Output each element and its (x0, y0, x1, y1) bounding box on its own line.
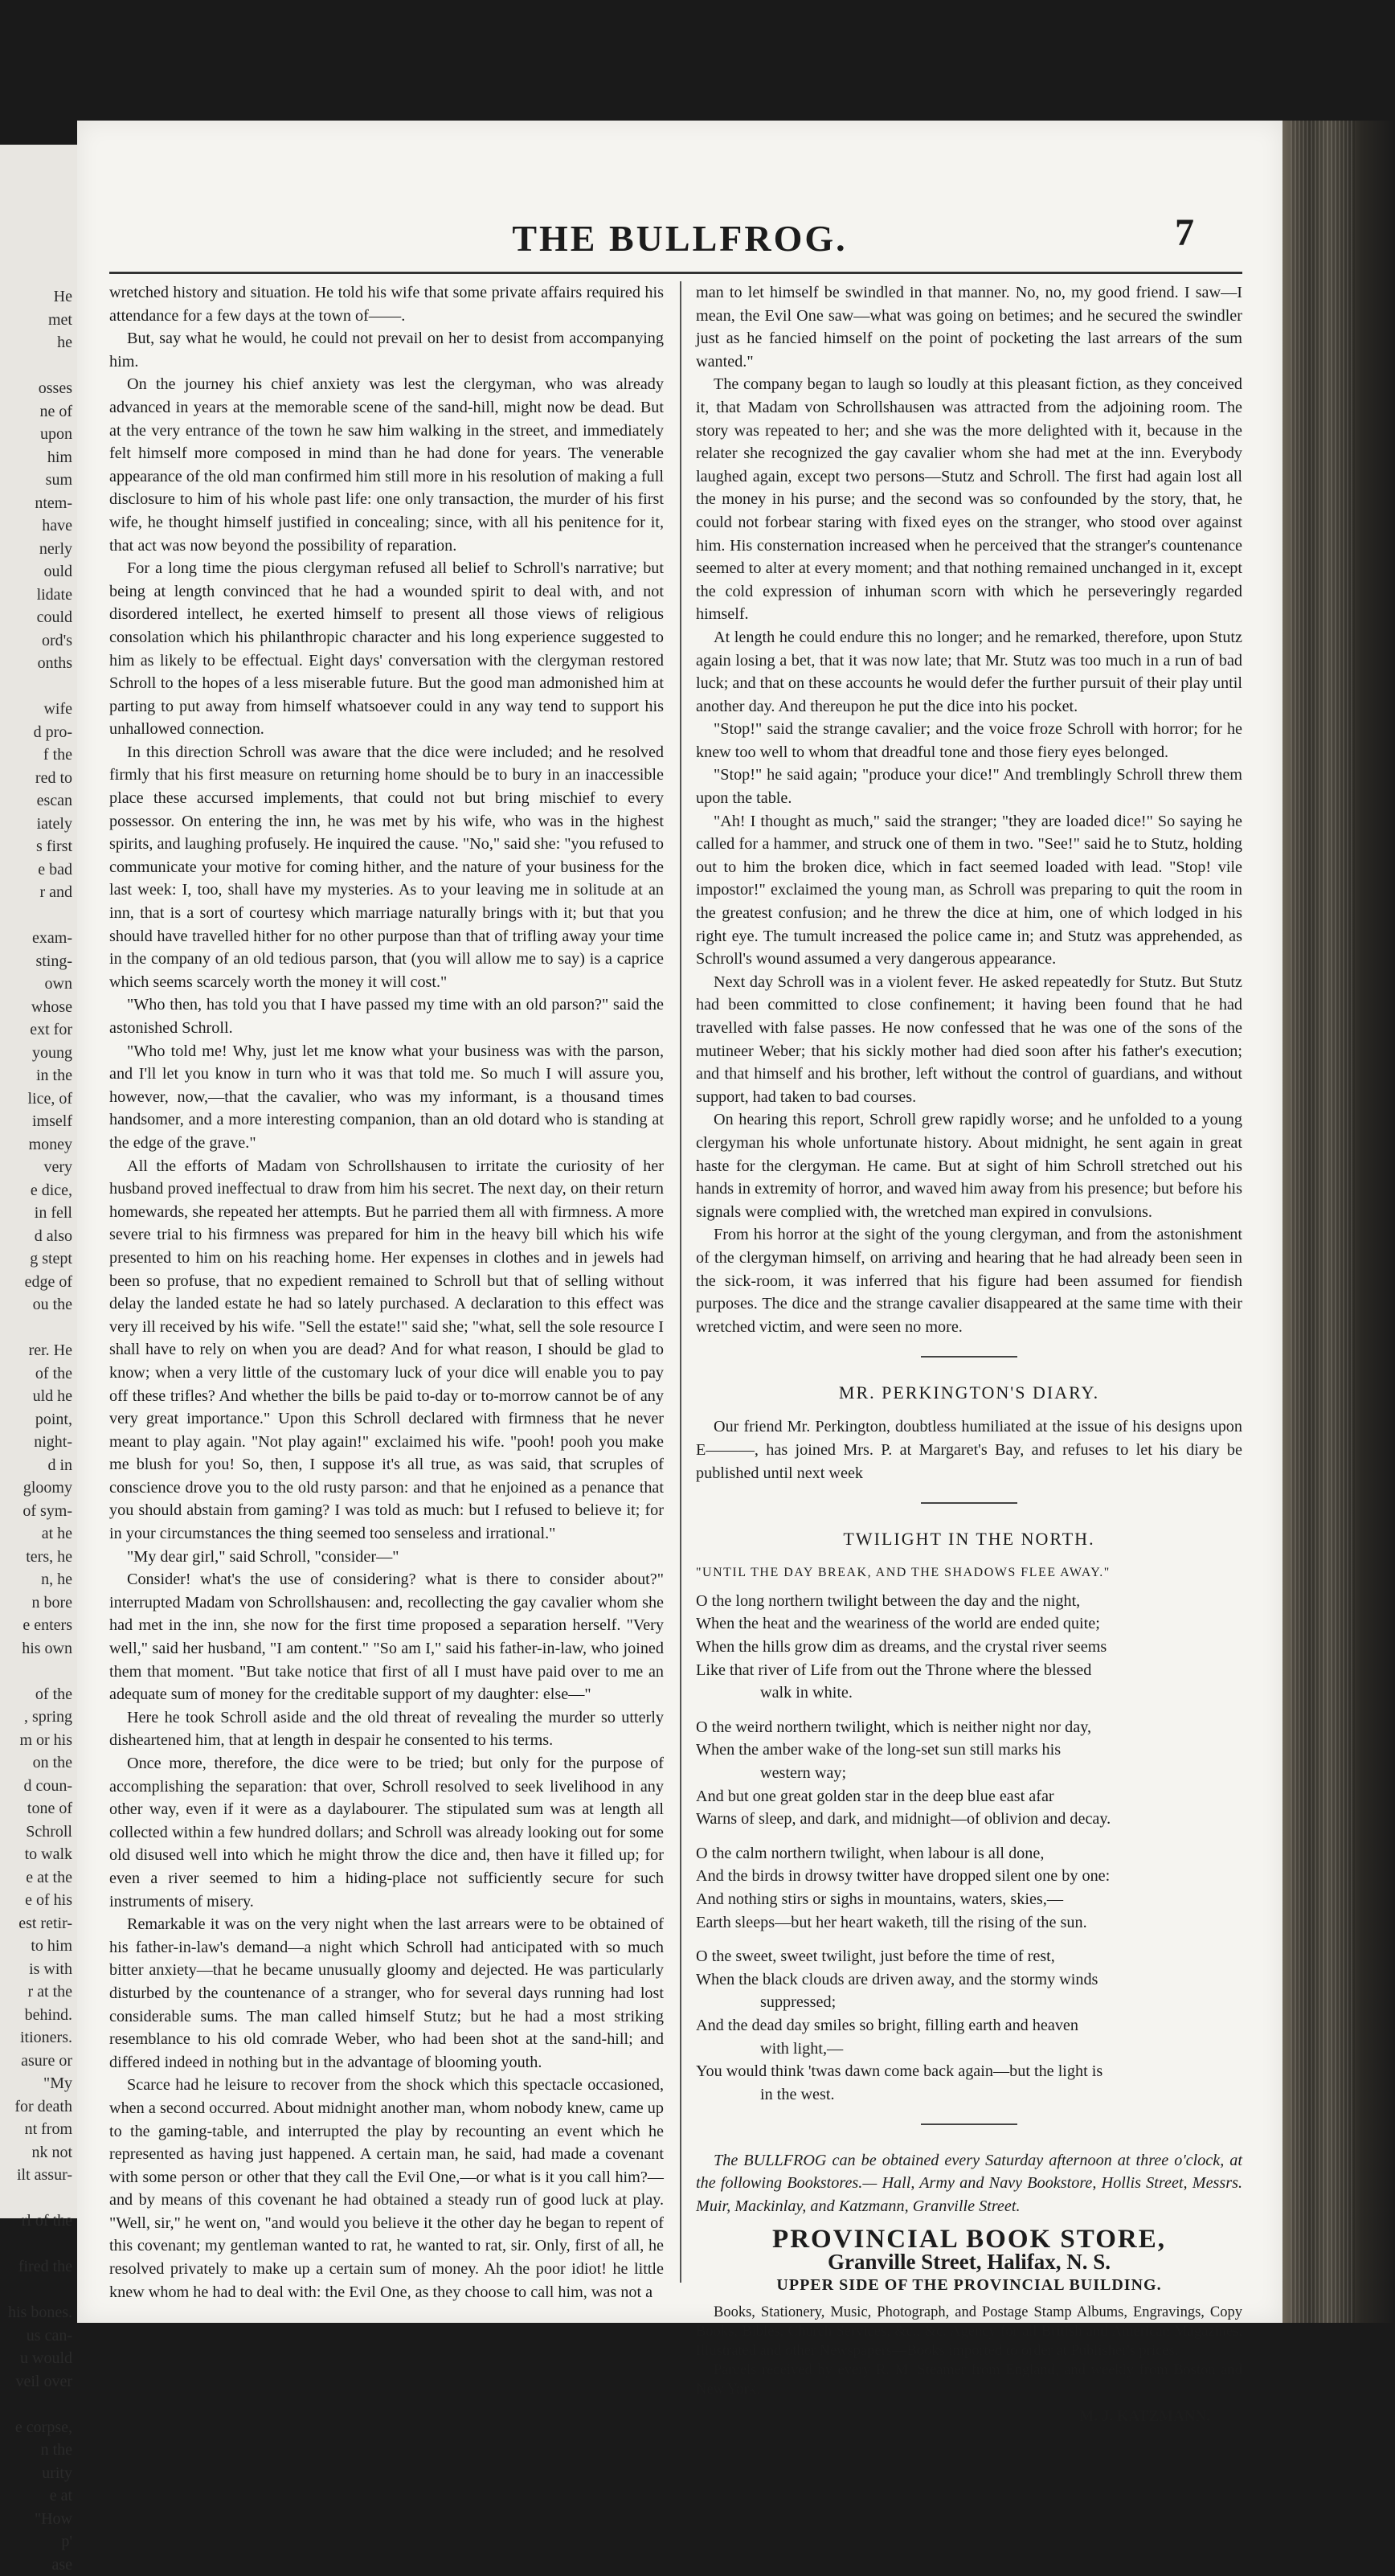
paragraph: "Ah! I thought as much," said the stranger; "they are loaded dice!" So saying he called for a hammer, and struck one of them in two. "See!" said he to Stutz, holding out to him the broken dice, which in fact seemed loaded with lead. "Stop! vile impostor!" exclaimed the young man, as Schroll was preparing to quit the room in the greatest confusion; and he threw the dice at him, one of which lodged in his right eye. The tumult increased the police came in; and Stutz was apprehended, as Schroll's wound assumed a very dangerous appearance. (696, 812, 1242, 969)
paragraph: "My dear girl," said Schroll, "consider—" (127, 1547, 399, 1566)
paragraph: From his horror at the sight of the young clergyman, and from the astonishment of the clergyman himself, on arriving and hearing that he had already been seen in the sick-room, it was inferred that his figure had been assumed for fiendish purposes. The dice and the strange cavalier disappeared at the same time with their wretched victim, and were seen no more. (696, 1226, 1242, 1336)
poem-line: And the birds in drowsy twitter have dropped silent one by one: (696, 1867, 1111, 1886)
paragraph: Here he took Schroll aside and the old threat of revealing the murder so utterly disheartened him, that at length in despair he consented to his terms. (109, 1708, 664, 1750)
paragraph: "Who told me! Why, just let me know what your business was with the parson, and I'll let you know in turn who it was that told me. So much I will assure you, however, now,—that the cavalier, who was my informant, is a thousand times handsomer, and a more interesting companion, than an old dotard who is standing at the edge of the grave." (109, 1042, 664, 1152)
diary-text: Our friend Mr. Perkington, doubtless humiliated at the issue of his designs upon E———, has joined Mrs. P. at Margaret's Bay, and refuses to let his diary be published until next week (696, 1418, 1242, 1482)
poem-line: with light,— (760, 2039, 844, 2058)
paragraph: At length he could endure this no longer; and he remarked, therefore, upon Stutz again losing a bet, that it was now late; that Mr. Stutz was too much in a run of bad luck; and that on these accounts he would defer the further pursuit of their play until another day. And thereupon he put the dice into his pocket. (696, 628, 1243, 715)
paragraph: All the efforts of Madam von Schrollshausen to irritate the curiosity of her husband proved ineffectual to draw from him his secret. The next day, on their return homewards, she repeated her attempts. But he parried them all with firmness. A more severe trial to his firmness was prepared for him in the heavy bill which his wife presented to him on his reaching home. Her expenses in clothes and in jewels had been so profuse, that no expedient remained to Schroll but that of selling without delay the landed estate he had so lately purchased. A declaration to this effect was very ill received by his wife. "Sell the estate!" said she; "what, sell the sole resource I shall have to rely on when you are dead? And for what reason, I should be glad to know; when a very little of the customary luck of your dice will enable you to pay off these trifles? And whether the bills be paid to-day or to-morrow cannot be of any very great importance." Upon this Schroll declared with firmness that he never meant to play again. "Not play again!" exclaimed his wife. "pooh! pooh you make me blush for you! So, then, I suppose it's all true, as was said, that scruples of conscience drove you to the old rusty parson: and that he enjoined as a penance that you should abstain from gaming? I was told as much: but I refused to believe it; for in your circumstances the thing seemed too senseless and irrational." (109, 1157, 664, 1543)
section-rule (921, 2123, 1017, 2125)
paragraph: Once more, therefore, the dice were to be tried; but only for the purpose of accomplishing the separation: that over, Schroll resolved to seek livelihood in any other way, even if it were as a daylabourer. The stipulated sum was at length all collected within a few hundred dollars; and Schroll was already looking out for some old disused well into which he might throw the dice and, then have it filled up; for even a river seemed to him a hiding-place not sufficiently secure for such instruments of misery. (109, 1755, 664, 1910)
store-name: PROVINCIAL BOOK STORE, (772, 2224, 1166, 2254)
masthead (77, 211, 1282, 260)
poem-stanza (696, 1590, 1242, 1705)
story-continuation (696, 281, 1242, 1338)
paragraph: In this direction Schroll was aware that the dice were included; and he resolved firmly that his first measure on returning home should be to bury in an inaccessible place these accursed implements, that could not but bring mischief to every possessor. On entering the inn, he was met by his wife, who was in the highest spirits, and laughing profusely. He inquired the cause. "No," said she: "you refused to communicate your motive for coming hither, and the nature of your business for the last week: I, too, shall have my mysteries. As to your leaving me in solitude at an inn, that is a sort of courtesy which marriage naturally brings with it; but that you should have travelled hither for no other purpose than that of trifling away your time in the company of an old tedious parson, that (you will allow me to say) is a caprice which seems scarcely worth the money it will cost." (109, 743, 665, 991)
poem-stanza (696, 1945, 1242, 2106)
poem-line: And the dead day smiles so bright, filling earth and heaven (696, 2016, 1078, 2034)
paragraph: Consider! what's the use of considering? what is there to consider about?" interrupted Madam von Schrollshausen: and, recollecting the gay cavalier whom she had met in the inn, she now for the first time proposed a separation herself. "Very well," said her husband, "I am content." "So am I," said his father-in-law, who joined them that moment. "But take notice that first of all I must have paid over to me an adequate sum of money for the creditable support of my daughter: else—" (109, 1571, 664, 1704)
paragraph: On the journey his chief anxiety was lest the clergyman, who was already advanced in years at the memorable scene of the sand-hill, might now be dead. But at the very entrance of the town he saw him walking in the street, and immediately felt himself more composed in mind than he had done for years. The venerable appearance of the old man confirmed him still more in his resolution of making a full disclosure to him of his whole past life: one only transaction, the murder of his first wife, he thought himself justified in concealing; since, with all his penitence for it, that act was now beyond the possibility of reparation. (109, 375, 664, 555)
adjacent-page-text: He met he osses ne of upon him sum ntem- have nerly ould lidate could ord's onths wife d pro- f the red to escan iately s first e bad r and exam- sting- own whose ext for young in the lice, of imself money very e dice, in fell d also g stept edge of ou the rer. He of the uld he point, night- d in gloomy of sym- at he ters, he n, he n bore e enters his own of the , spring m or his on the d coun- tone of Schroll to walk e at the e of his est retir- to him is with r at the behind. itioners. asure or "My for death nt from nk not ilt assur- rl of the fired the his bones. us can- u would veil over e corpse, n the urity e at "How p' ase (8, 288, 72, 2574)
poem-line: Earth sleeps—but her heart waketh, till the rising of the sun. (696, 1913, 1087, 1931)
poem-line: When the amber wake of the long-set sun still marks his (696, 1741, 1062, 1759)
poem-line: When the hills grow dim as dreams, and the crystal river seems (696, 1638, 1107, 1657)
poem-line: And but one great golden star in the deep blue east afar (696, 1787, 1054, 1805)
store-signature: M. J. KATZMANN. (1079, 2408, 1210, 2426)
notice-text: The BULLFROG can be obtained every Saturday afternoon at three o'clock, at the following Bookstores.— Hall, Army and Navy Bookstore, Hollis Street, Messrs. Muir, Mackinlay, and Katzmann, Granville Street. (696, 2151, 1242, 2216)
paragraph: "Stop!" he said again; "produce your dice!" And tremblingly Schroll threw them upon the table. (696, 766, 1242, 808)
paragraph: On hearing this report, Schroll grew rapidly worse; and he unfolded to a young clergyman his whole unfortunate history. About midnight, he sent again in great haste for the clergyman. He came. But at sight of him Schroll stretched out his hands in extremity of horror, and waved him away from his presence; but before his signals were complied with, the wretched man expired in convulsions. (696, 1111, 1242, 1221)
poem-title: TWILIGHT IN THE NORTH. (843, 1528, 1095, 1549)
poem-line: Like that river of Life from out the Throne where the blessed (696, 1661, 1092, 1679)
poem-line: in the west. (760, 2085, 835, 2103)
paragraph: Remarkable it was on the very night when the last arrears were to be obtained of his father-in-law's demand—a night which Schroll had anticipated with so much bitter anxiety—that he became unusually gloomy and dejected. He was particularly disturbed by the countenance of a stranger, who for several days running had lost considerable sums. The man called himself Stutz; but he had a most striking resemblance to his old comrade Weber, who had been shot at the sand-hill; and differed indeed in nothing but in the advantage of blooming youth. (109, 1915, 664, 2071)
paragraph: wretched history and situation. He told his wife that some private affairs required his attendance for a few days at the town of——. (109, 284, 664, 325)
page-number: 7 (1175, 211, 1194, 254)
poem-line: You would think 'twas dawn come back again—but the light is (696, 2062, 1103, 2081)
adjacent-page-fragment (0, 145, 82, 2574)
store-advert (696, 2303, 1242, 2399)
paragraph: "Who then, has told you that I have passed my time with an old parson?" said the astonished Schroll. (109, 996, 664, 1037)
paragraph: The company began to laugh so loudly at this pleasant fiction, as they conceived it, that Madam von Schrollshausen was attracted from the adjoining room. The story was repeated to her; and she was the more delighted with it, because in the relater she recognized the gay cavalier whom she had met at the inn. Everybody laughed again, except two persons—Stutz and Schroll. The first had again lost all the money in his purse; and the second was so confounded by the story, that, he could not forbear staring with fixed eyes on the stranger, who stood over against him. His consternation increased when he perceived that the stranger's countenance seemed to alter at every moment; and that nothing remained unchanged in it, except the cold expression of inhuman scorn with which he perseveringly regarded himself. (696, 375, 1242, 624)
newspaper-page (77, 121, 1282, 2426)
column-divider (680, 281, 681, 2283)
paragraph: Scarce had he leisure to recover from the shock which this spectacle occasioned, when a second occurred. About midnight another man, whom nobody knew, came up to the gaming-table, and interrupted the play by recounting an event which he represented as having just happened. A certain man, he said, had made a covenant with some person or other that they call the Evil One,—or what is it you call him?—and by means of this covenant he had obtained a steady run of good luck at play. "Well, sir," he went on, "and would you believe it the other day he began to repent of this covenant; my gentleman wanted to rat, he wanted to rat, sir. Only, first of all, he resolved privately to make up a certain sum of money. Ah the poor idiot! he little knew whom he had to deal with: the Evil One, as they choose to call him, was not a (109, 2076, 664, 2301)
poem-line: O the weird northern twilight, which is neither night nor day, (696, 1718, 1092, 1736)
poem-line: And nothing stirs or sighs in mountains, waters, skies,— (696, 1890, 1064, 1908)
poem-line: When the black clouds are driven away, and the stormy winds (696, 1970, 1098, 1988)
poem-line: O the long northern twilight between the day and the night, (696, 1591, 1081, 1610)
store-location: UPPER SIDE OF THE PROVINCIAL BUILDING. (776, 2275, 1162, 2294)
paragraph: "Stop!" said the strange cavalier; and the voice froze Schroll with horror; for he knew too well to whom that dreadful tone and those fiery eyes belonged. (696, 720, 1242, 761)
poem-body (696, 1590, 1242, 2106)
paragraph: man to let himself be swindled in that manner. No, no, my good friend. I saw—I mean, the Evil One saw—what was going on betimes; and he secured the swindler just as he fancied himself on the point of pocketing the last arrears of the sum wanted." (696, 284, 1242, 371)
store-address: Granville Street, Halifax, N. S. (828, 2250, 1111, 2275)
store-goods: Books, Stationery, Music, Photograph, and Postage Stamp Albums, Engravings, Copy Books, Bibles, Church Services, &c., &c. Agency for all British and American Magazines, Illustrated and other Newspapers—Books imported to order at Publisher's prices. (696, 2304, 1242, 2360)
paragraph: For a long time the pious clergyman refused all belief to Schroll's narrative; but being at length convinced that he had a wounded spirit to deal with, and not disordered intellect, he exerted himself to present all those views of religious consolation which his philanthropic character and his long experience suggested to him as likely to be effectual. Eight days' conversation with the clergyman restored Schroll to the hopes of a less miserable future. But the good man admonished him at parting to put away from himself whatsoever could in any way tend to support his unhallowed connection. (109, 559, 664, 739)
poem-line: O the sweet, sweet twilight, just before the time of rest, (696, 1947, 1055, 1966)
section-rule (921, 1502, 1017, 1504)
poem-line: Warns of sleep, and dark, and midnight—of oblivion and decay. (696, 1810, 1111, 1829)
paragraph: But, say what he would, he could not prevail on her to desist from accompanying him. (109, 330, 664, 371)
availability-notice (696, 2149, 1242, 2218)
store-parcels: Parcels received by every R. M. Steamer from England, and weekly from Boston and New York. (696, 2362, 1242, 2398)
poem-epigraph: "UNTIL THE DAY BREAK, AND THE SHADOWS FLEE AWAY." (696, 1566, 1111, 1580)
poem-line: O the calm northern twilight, when labour is all done, (696, 1844, 1045, 1862)
book-spine (1282, 121, 1395, 2323)
section-rule (921, 1356, 1017, 1358)
poem-line: walk in white. (760, 1684, 853, 1702)
left-column (109, 281, 664, 2304)
poem-line: When the heat and the weariness of the world are ended quite; (696, 1615, 1100, 1633)
diary-heading: MR. PERKINGTON'S DIARY. (838, 1382, 1100, 1403)
poem-line: suppressed; (760, 1993, 837, 2012)
paragraph: Next day Schroll was in a violent fever. He asked repeatedly for Stutz. But Stutz had been committed to close confinement; it having been found that he had travelled with false passes. He now confessed that he was one of the sons of the mutineer Weber; that his sickly mother had died soon after his father's execution; and that himself and his brother, left without the control of guardians, and without support, had taken to bad courses. (696, 973, 1242, 1106)
poem-line: western way; (760, 1764, 847, 1783)
poem-stanza (696, 1842, 1242, 1934)
newspaper-title: THE BULLFROG. (512, 218, 848, 259)
poem-stanza (696, 1716, 1242, 1831)
right-column (696, 281, 1242, 2429)
masthead-rule (109, 272, 1242, 274)
